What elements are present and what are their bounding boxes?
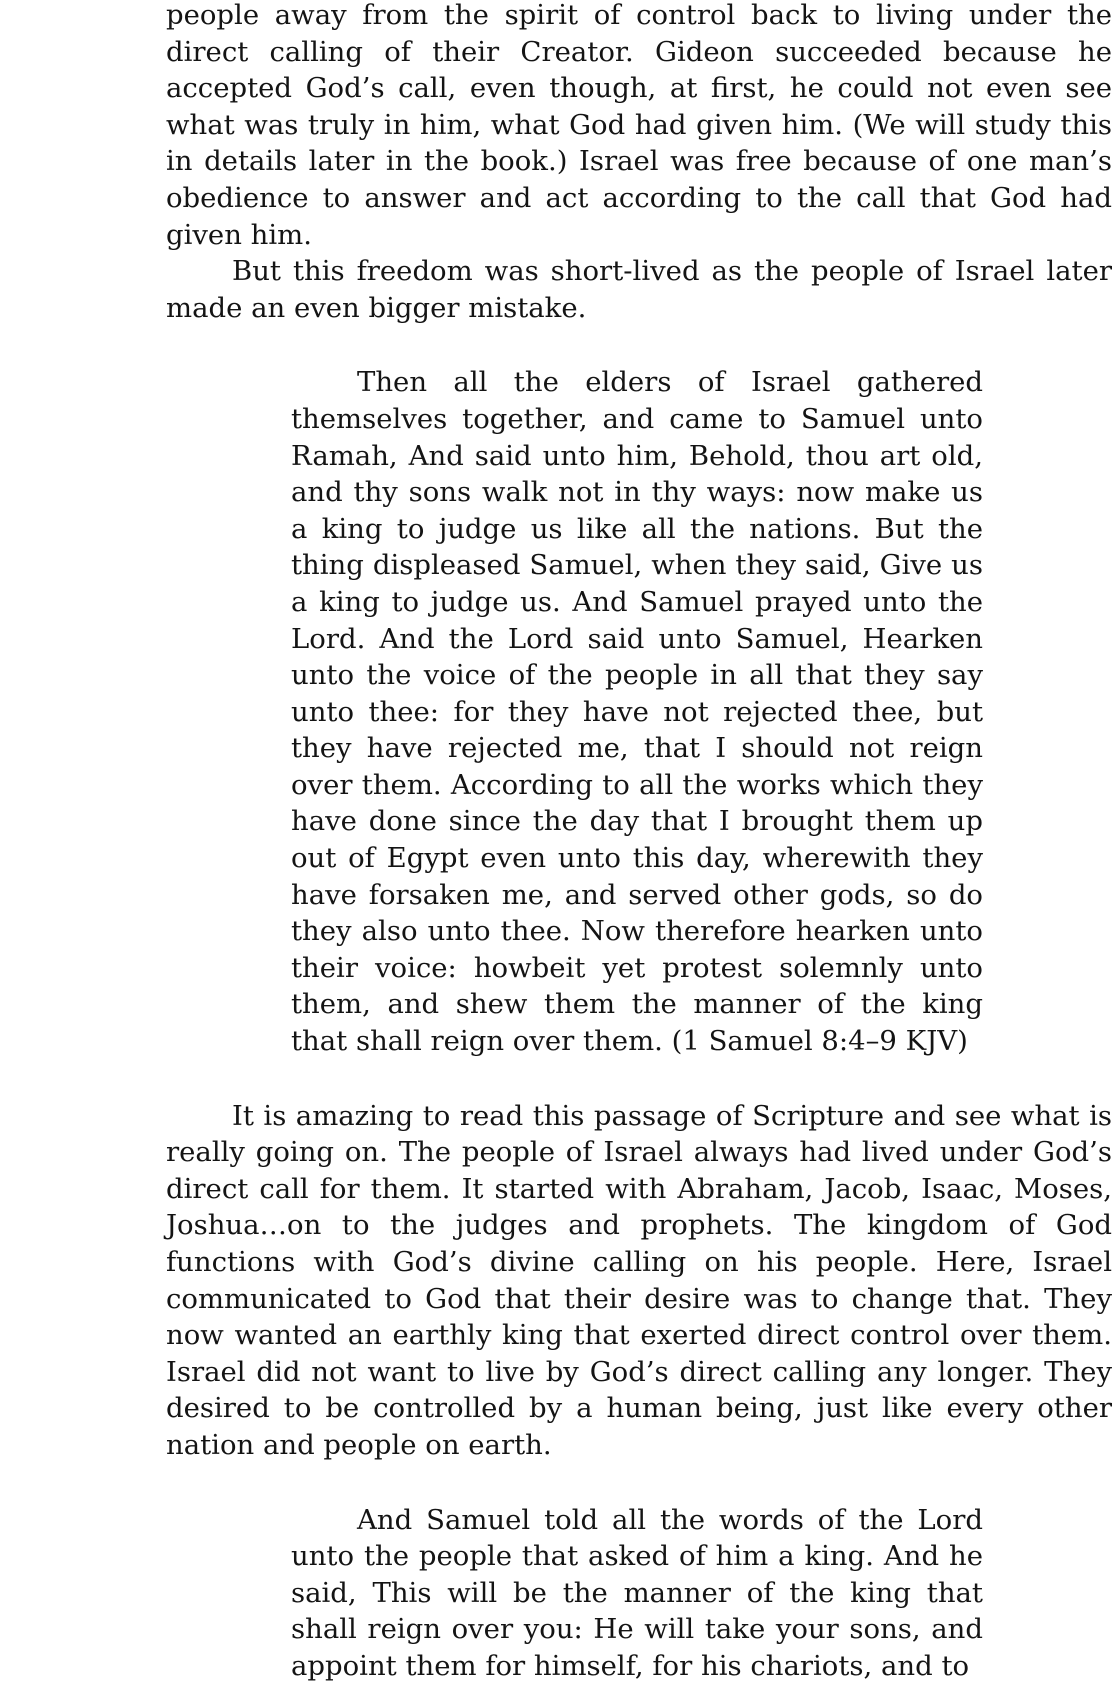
scripture-block-quote: Then all the elders of Israel gathered themselves together, and came to Samuel unto Ramah, And said unto him, Behold, thou art old, and thy sons walk not in thy ways: now make us a king to judge us like all the nations. But the thing displeased Samuel, when they said, Give us a king to judge us. And Samuel prayed unto the Lord. And the Lord said unto Samuel, Hearken unto the voice of the people in all that they say unto thee: for they have not rejected thee, but they have rejected me, that I should not reign over them. According to all the works which they have done since the day that I brought them up out of Egypt even unto this day, wherewith they have forsaken me, and served other gods, so do they also unto thee. Now therefore hearken unto their voice: howbeit yet protest solemnly unto them, and shew them the manner of the king that shall reign over them. (1 Samuel 8:4–9 KJV) [291, 366, 983, 1058]
spacer [166, 326, 1112, 364]
body-paragraph-continued: people away from the spirit of control back to living under the direct calling of their Creator. Gideon succeeded because he accepted God’s call, even though, at first, he could not even see what was truly in him, what God had given him. (We will study this in details later in the book.) Israel was free because of one man’s obedience to answer and act according to the call that God had given him. [166, 0, 1112, 251]
scripture-block-quote: And Samuel told all the words of the Lord unto the people that asked of him a king. And he said, This will be the manner of the king that shall reign over you: He will take your sons, and appoint them for himself, for his chariots, and to [291, 1503, 983, 1682]
body-paragraph: But this freedom was short-lived as the people of Israel later made an even bigger mistake. [166, 255, 1112, 324]
body-paragraph: It is amazing to read this passage of Scripture and see what is really going on. The people of Israel always had lived under God’s direct call for them. It started with Abraham, Jacob, Isaac, Moses, Joshua…on to the judges and prophets. The kingdom of God functions with God’s divine calling on his people. Here, Israel communicated to God that their desire was to change that. They now wanted an earthly king that exerted direct control over them. Israel did not want to live by God’s direct calling any longer. They desired to be controlled by a human being, just like every other nation and people on earth. [166, 1099, 1112, 1461]
spacer [166, 1464, 1112, 1502]
spacer [166, 1060, 1112, 1098]
book-page [166, 0, 1112, 1685]
